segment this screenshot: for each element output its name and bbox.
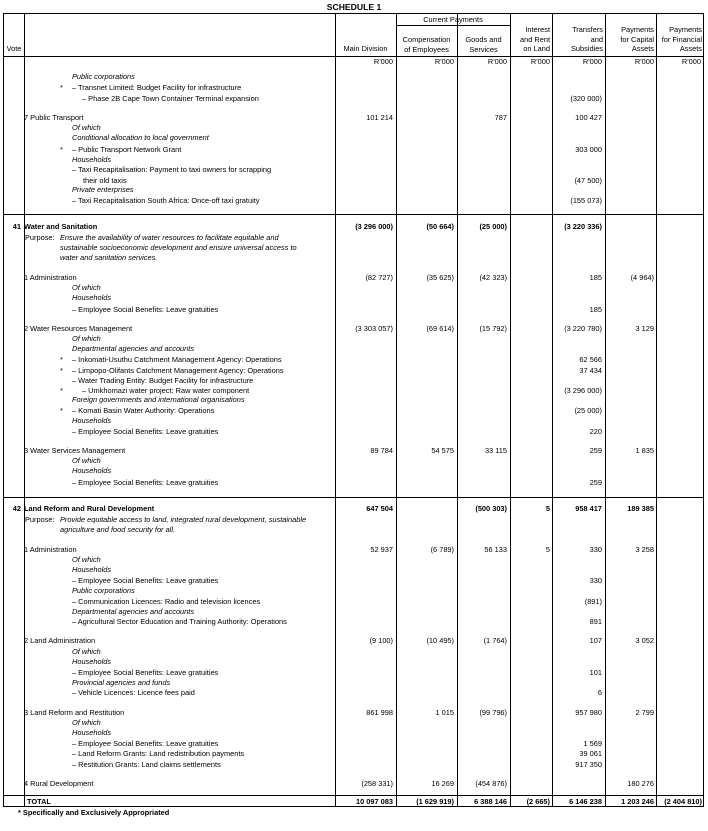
transfers-cell: 330 bbox=[589, 576, 602, 585]
transfers-cell: 107 bbox=[589, 636, 602, 645]
item-label: Households bbox=[72, 416, 112, 425]
programme-label: 3 Water Services Management bbox=[24, 446, 126, 455]
item-label: – Employee Social Benefits: Leave gratuities bbox=[72, 305, 219, 314]
purpose-text: Provide equitable access to land, integrated rural development, sustainable bbox=[60, 515, 307, 524]
unit-label: R'000 bbox=[681, 57, 701, 66]
compensation-cell: 54 575 bbox=[431, 446, 454, 455]
item-label: – Communication Licences: Radio and television licences bbox=[72, 597, 261, 606]
transfers-cell: 100 427 bbox=[575, 113, 602, 122]
goods-services-header: Goods and Services bbox=[465, 35, 502, 54]
goods-services-cell: (500 303) bbox=[475, 504, 507, 513]
item-label: – Komati Basin Water Authority: Operations bbox=[72, 406, 215, 415]
main-division-cell: (3 303 057) bbox=[355, 324, 393, 333]
item-label: Conditional allocation to local government bbox=[72, 133, 209, 142]
transfers-cell: 185 bbox=[589, 273, 602, 282]
goods-services-cell: (454 876) bbox=[475, 779, 507, 788]
transfers-subsidies-header: Transfers and Subsidies bbox=[570, 25, 603, 53]
transfers-cell: (3 220 780) bbox=[564, 324, 602, 333]
transfers-cell: (320 000) bbox=[570, 94, 602, 103]
item-label: – Employee Social Benefits: Leave gratuities bbox=[72, 427, 219, 436]
total-compensation: (1 629 919) bbox=[416, 797, 454, 806]
main-division-cell: (82 727) bbox=[365, 273, 393, 282]
item-label: agriculture and food security for all. bbox=[60, 525, 176, 534]
main-division-cell: 861 998 bbox=[366, 708, 393, 717]
transfers-cell: 259 bbox=[589, 478, 602, 487]
vote-header: Vote bbox=[6, 44, 22, 53]
footnote: * Specifically and Exclusively Appropriated bbox=[18, 808, 170, 817]
item-label: – Taxi Recapitalisation: Payment to taxi owners for scrapping bbox=[72, 165, 272, 174]
transfers-cell: 303 000 bbox=[575, 145, 602, 154]
capital-assets-cell: 3 052 bbox=[635, 636, 654, 645]
capital-assets-cell: 2 799 bbox=[635, 708, 654, 717]
interest-rent-cell: 5 bbox=[545, 545, 550, 554]
capital-assets-cell: 3 129 bbox=[635, 324, 654, 333]
transfers-cell: (3 220 336) bbox=[564, 222, 602, 231]
item-label: – Employee Social Benefits: Leave gratuities bbox=[72, 668, 219, 677]
unit-label: R'000 bbox=[582, 57, 602, 66]
item-label: Departmental agencies and accounts bbox=[72, 607, 195, 616]
item-label: Households bbox=[72, 565, 112, 574]
programme-label: 1 Administration bbox=[24, 273, 77, 282]
transfers-cell: 101 bbox=[589, 668, 602, 677]
item-label: Of which bbox=[72, 647, 101, 656]
col-divider bbox=[457, 14, 458, 806]
appropriation-marker: * bbox=[60, 366, 63, 375]
item-label: Provincial agencies and funds bbox=[72, 678, 171, 687]
item-label: – Taxi Recapitalisation South Africa: Once-off taxi gratuity bbox=[72, 196, 260, 205]
appropriation-marker: * bbox=[60, 355, 63, 364]
transfers-cell: 330 bbox=[589, 545, 602, 554]
item-label: – Vehicle Licences: Licence fees paid bbox=[72, 688, 195, 697]
col-divider bbox=[396, 14, 397, 806]
item-label: – Employee Social Benefits: Leave gratuities bbox=[72, 739, 219, 748]
programme-label: Water and Sanitation bbox=[24, 222, 98, 231]
purpose-text: Ensure the availability of water resources to facilitate equitable and bbox=[60, 233, 279, 242]
item-label: – Limpopo-Olifants Catchment Management Agency: Operations bbox=[72, 366, 284, 375]
item-label: Households bbox=[72, 728, 112, 737]
item-label: – Water Trading Entity: Budget Facility for infrastructure bbox=[72, 376, 254, 385]
capital-assets-cell: 1 835 bbox=[635, 446, 654, 455]
main-division-cell: 647 504 bbox=[366, 504, 393, 513]
item-label: – Phase 2B Cape Town Container Terminal expansion bbox=[82, 94, 259, 103]
goods-services-cell: (1 764) bbox=[483, 636, 507, 645]
current-payments-underline bbox=[396, 25, 510, 26]
item-label: – Employee Social Benefits: Leave gratuities bbox=[72, 576, 219, 585]
goods-services-cell: 56 133 bbox=[484, 545, 507, 554]
item-label: Of which bbox=[72, 123, 101, 132]
transfers-cell: 917 350 bbox=[575, 760, 602, 769]
goods-services-cell: (15 792) bbox=[479, 324, 507, 333]
section-divider bbox=[4, 214, 703, 215]
transfers-cell: 185 bbox=[589, 305, 602, 314]
unit-label: R'000 bbox=[373, 57, 393, 66]
appropriation-marker: * bbox=[60, 386, 63, 395]
programme-label: 3 Land Reform and Restitution bbox=[24, 708, 125, 717]
capital-assets-cell: 189 385 bbox=[627, 504, 654, 513]
transfers-cell: 957 980 bbox=[575, 708, 602, 717]
total-interest-rent: (2 665) bbox=[526, 797, 550, 806]
item-label: Public corporations bbox=[72, 586, 135, 595]
item-label: Private enterprises bbox=[72, 185, 134, 194]
capital-assets-header: Payments for Capital Assets bbox=[620, 25, 654, 53]
main-division-cell: (9 100) bbox=[369, 636, 393, 645]
item-label: Departmental agencies and accounts bbox=[72, 344, 195, 353]
financial-assets-header: Payments for Financial Assets bbox=[661, 25, 702, 53]
capital-assets-cell: 180 276 bbox=[627, 779, 654, 788]
col-divider bbox=[335, 14, 336, 806]
transfers-cell: 62 566 bbox=[579, 355, 602, 364]
goods-services-cell: (25 000) bbox=[479, 222, 507, 231]
item-label: sustainable socioeconomic development and ensure universal access to bbox=[60, 243, 297, 252]
goods-services-cell: (99 796) bbox=[479, 708, 507, 717]
item-label: Of which bbox=[72, 456, 101, 465]
compensation-cell: (69 614) bbox=[426, 324, 454, 333]
transfers-cell: 6 bbox=[597, 688, 602, 697]
total-financial-assets: (2 404 810) bbox=[664, 797, 702, 806]
transfers-cell: (25 000) bbox=[574, 406, 602, 415]
item-label: their old taxis bbox=[83, 176, 127, 185]
main-division-cell: 52 937 bbox=[370, 545, 393, 554]
unit-label: R'000 bbox=[634, 57, 654, 66]
transfers-cell: 37 434 bbox=[579, 366, 602, 375]
goods-services-cell: 787 bbox=[494, 113, 507, 122]
item-label: – Agricultural Sector Education and Training Authority: Operations bbox=[72, 617, 287, 626]
transfers-cell: (891) bbox=[584, 597, 602, 606]
col-divider bbox=[605, 14, 606, 806]
item-label: Households bbox=[72, 466, 112, 475]
main-division-header: Main Division bbox=[343, 44, 388, 53]
transfers-cell: 220 bbox=[589, 427, 602, 436]
interest-rent-header: Interest and Rent on Land bbox=[520, 25, 550, 53]
programme-label: 2 Water Resources Management bbox=[24, 324, 133, 333]
transfers-cell: 259 bbox=[589, 446, 602, 455]
total-main-division: 10 097 083 bbox=[356, 797, 393, 806]
compensation-cell: (10 495) bbox=[426, 636, 454, 645]
interest-rent-cell: 5 bbox=[545, 504, 550, 513]
total-divider bbox=[4, 795, 703, 796]
programme-label: 4 Rural Development bbox=[24, 779, 94, 788]
section-divider bbox=[4, 497, 703, 498]
transfers-cell: 958 417 bbox=[575, 504, 602, 513]
compensation-cell: 1 015 bbox=[435, 708, 454, 717]
transfers-cell: (47 500) bbox=[574, 176, 602, 185]
main-division-cell: (258 331) bbox=[361, 779, 393, 788]
transfers-cell: 39 061 bbox=[579, 749, 602, 758]
main-division-cell: (3 296 000) bbox=[355, 222, 393, 231]
compensation-cell: (35 625) bbox=[426, 273, 454, 282]
item-label: – Umkhomazi water project: Raw water component bbox=[82, 386, 250, 395]
col-divider bbox=[656, 14, 657, 806]
programme-label: Land Reform and Rural Development bbox=[24, 504, 155, 513]
item-label: Of which bbox=[72, 334, 101, 343]
main-division-cell: 101 214 bbox=[366, 113, 393, 122]
item-label: Foreign governments and international organisations bbox=[72, 395, 245, 404]
item-label: – Employee Social Benefits: Leave gratuities bbox=[72, 478, 219, 487]
purpose-label: Purpose: bbox=[25, 233, 55, 242]
capital-assets-cell: (4 964) bbox=[630, 273, 654, 282]
col-divider bbox=[24, 14, 25, 806]
total-label: TOTAL bbox=[27, 797, 51, 806]
item-label: – Land Reform Grants: Land redistribution payments bbox=[72, 749, 245, 758]
schedule-table bbox=[3, 13, 704, 807]
appropriation-marker: * bbox=[60, 145, 63, 154]
compensation-cell: 16 269 bbox=[431, 779, 454, 788]
programme-label: 2 Land Administration bbox=[24, 636, 96, 645]
unit-label: R'000 bbox=[530, 57, 550, 66]
total-capital-assets: 1 203 246 bbox=[621, 797, 654, 806]
programme-label: 7 Public Transport bbox=[24, 113, 84, 122]
current-payments-header: Current Payments bbox=[423, 15, 483, 24]
transfers-cell: (155 073) bbox=[570, 196, 602, 205]
item-label: Of which bbox=[72, 283, 101, 292]
item-label: Households bbox=[72, 657, 112, 666]
vote-number: 41 bbox=[12, 222, 21, 231]
unit-label: R'000 bbox=[434, 57, 454, 66]
transfers-cell: 1 569 bbox=[583, 739, 602, 748]
compensation-header: Compensation of Employees bbox=[402, 35, 451, 54]
goods-services-cell: 33 115 bbox=[484, 446, 507, 455]
goods-services-cell: (42 323) bbox=[479, 273, 507, 282]
transfers-cell: 891 bbox=[589, 617, 602, 626]
item-label: – Transnet Limited: Budget Facility for infrastructure bbox=[72, 83, 242, 92]
programme-label: 1 Administration bbox=[24, 545, 77, 554]
item-label: – Inkomati-Usuthu Catchment Management Agency: Operations bbox=[72, 355, 282, 364]
compensation-cell: (6 789) bbox=[430, 545, 454, 554]
item-label: Households bbox=[72, 293, 112, 302]
item-label: – Restitution Grants: Land claims settlements bbox=[72, 760, 221, 769]
capital-assets-cell: 3 258 bbox=[635, 545, 654, 554]
col-divider bbox=[510, 14, 511, 806]
item-label: water and sanitation services. bbox=[60, 253, 158, 262]
appropriation-marker: * bbox=[60, 406, 63, 415]
item-label: Of which bbox=[72, 718, 101, 727]
compensation-cell: (50 664) bbox=[426, 222, 454, 231]
unit-label: R'000 bbox=[487, 57, 507, 66]
item-label: Of which bbox=[72, 555, 101, 564]
total-transfers: 6 146 238 bbox=[569, 797, 602, 806]
item-label: – Public Transport Network Grant bbox=[72, 145, 182, 154]
purpose-label: Purpose: bbox=[25, 515, 55, 524]
schedule-title: SCHEDULE 1 bbox=[326, 2, 382, 12]
vote-number: 42 bbox=[12, 504, 21, 513]
item-label: Public corporations bbox=[72, 72, 135, 81]
total-goods-services: 6 388 146 bbox=[474, 797, 507, 806]
transfers-cell: (3 296 000) bbox=[564, 386, 602, 395]
main-division-cell: 89 784 bbox=[370, 446, 393, 455]
item-label: Households bbox=[72, 155, 112, 164]
appropriation-marker: * bbox=[60, 83, 63, 92]
